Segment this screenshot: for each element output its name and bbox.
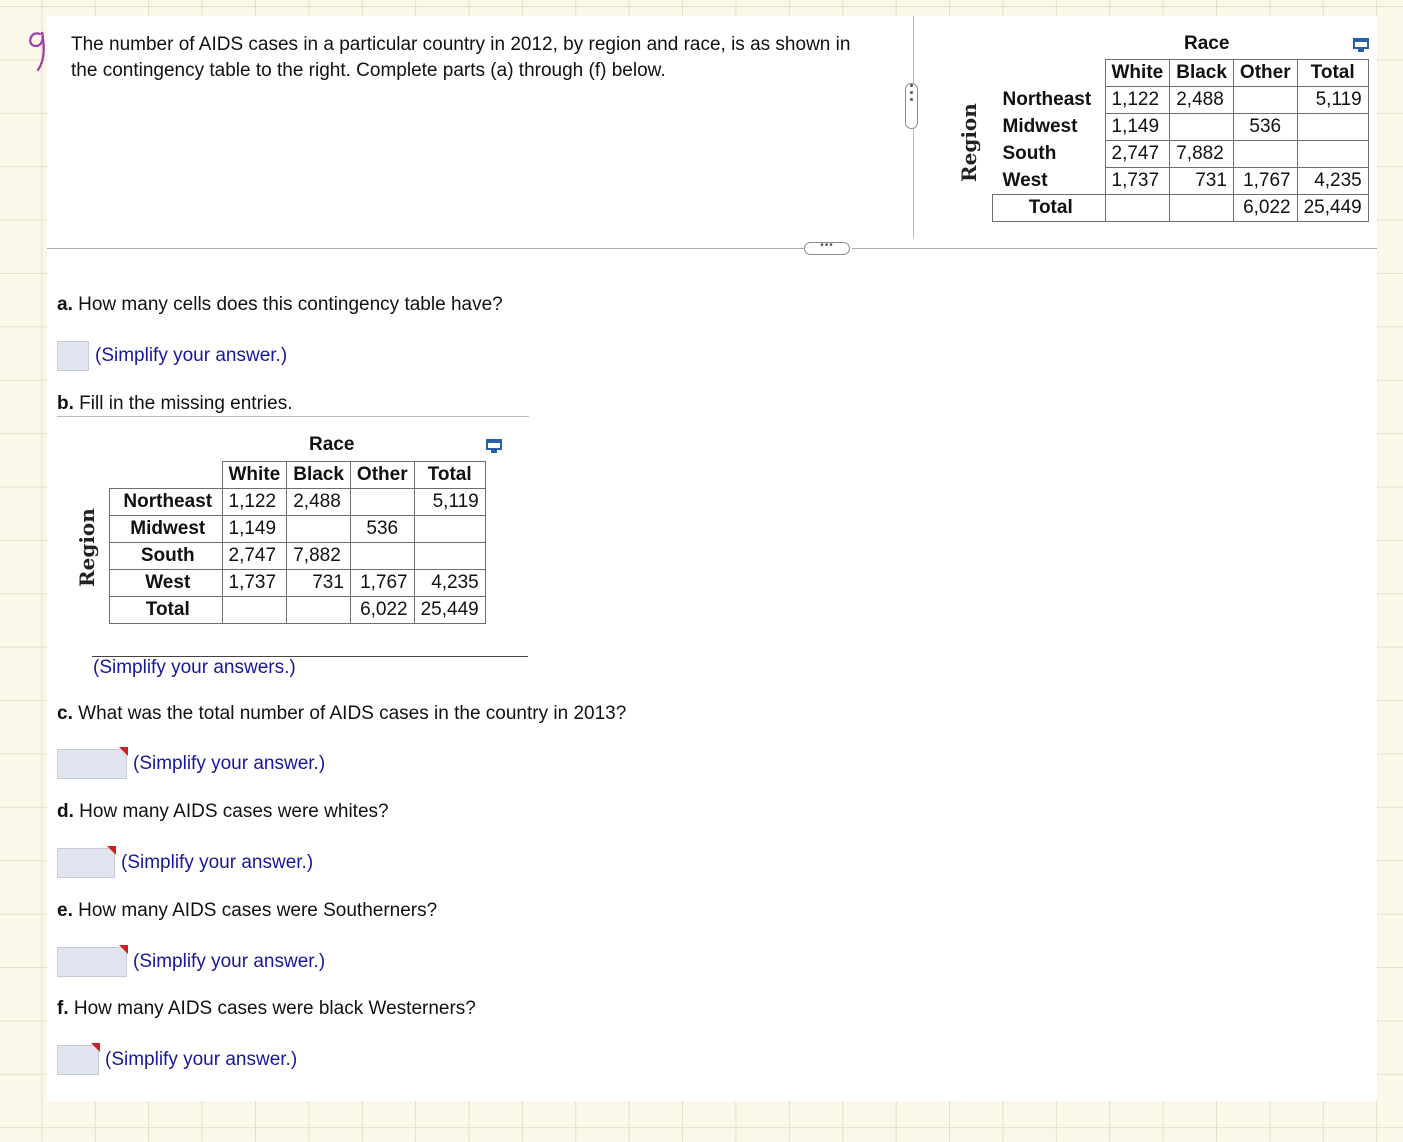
cell-input[interactable] <box>287 597 351 624</box>
answer-c-input[interactable] <box>57 749 127 779</box>
col-header-total: Total <box>414 462 485 489</box>
cell <box>1105 195 1170 222</box>
cell: 7,882 <box>287 543 351 570</box>
question-sheet <box>47 16 1377 1101</box>
answer-c-row <box>57 749 325 779</box>
cell: 1,767 <box>350 570 414 597</box>
cell: 1,122 <box>222 489 287 516</box>
cell: 1,122 <box>1105 87 1170 114</box>
question-d: d. How many AIDS cases were whites? <box>57 801 389 822</box>
table-row <box>993 195 1369 222</box>
incorrect-flag-icon <box>119 747 128 756</box>
row-header: Midwest <box>1002 116 1078 137</box>
table-row <box>110 489 486 516</box>
region-axis-label-b: Region <box>75 508 99 587</box>
col-header-black: Black <box>287 462 351 489</box>
cell-input[interactable] <box>350 489 414 516</box>
cell: 731 <box>287 570 351 597</box>
table-row <box>993 168 1369 195</box>
row-header: Northeast <box>110 489 223 516</box>
cell: 6,022 <box>1233 195 1297 222</box>
popout-icon[interactable] <box>1352 36 1370 54</box>
question-e-text: How many AIDS cases were Southerners? <box>78 900 438 921</box>
hint-f: (Simplify your answer.) <box>105 1049 298 1071</box>
row-header: West <box>110 570 223 597</box>
cell <box>1297 141 1368 168</box>
cell: 2,488 <box>287 489 351 516</box>
cell: 4,235 <box>1297 168 1368 195</box>
reference-contingency-table <box>992 59 1369 222</box>
cell-input[interactable] <box>414 543 485 570</box>
cell: 536 <box>350 516 414 543</box>
table-row <box>993 87 1369 114</box>
incorrect-flag-icon <box>107 846 116 855</box>
cell: 5,119 <box>1297 87 1368 114</box>
question-c-text: What was the total number of AIDS cases in the country in 2013? <box>78 703 627 724</box>
cell: 1,767 <box>1233 168 1297 195</box>
horizontal-resize-handle[interactable]: ••• <box>804 242 850 255</box>
divider-b <box>57 416 529 417</box>
cell <box>1297 114 1368 141</box>
answer-e-row <box>57 947 325 977</box>
cell <box>1233 141 1297 168</box>
hint-d: (Simplify your answer.) <box>121 852 314 874</box>
table-row <box>110 597 486 624</box>
question-c: c. What was the total number of AIDS cases in the country in 2013? <box>57 703 627 724</box>
question-e: e. How many AIDS cases were Southerners? <box>57 900 438 921</box>
question-f-text: How many AIDS cases were black Westerners? <box>73 998 476 1019</box>
answer-e-input[interactable] <box>57 947 127 977</box>
race-header: Race <box>1184 33 1230 54</box>
answer-a-input[interactable] <box>57 341 89 371</box>
col-header-other: Other <box>1233 60 1297 87</box>
table-row <box>110 543 486 570</box>
question-b-text: Fill in the missing entries. <box>79 393 293 414</box>
col-header-other: Other <box>350 462 414 489</box>
row-header: Total <box>993 195 1106 222</box>
cell <box>1233 87 1297 114</box>
vertical-resize-handle[interactable] <box>905 83 918 129</box>
table-row <box>993 141 1369 168</box>
popout-icon[interactable] <box>485 437 503 455</box>
race-header-b: Race <box>309 434 355 455</box>
row-header: South <box>1002 143 1057 164</box>
answer-d-input[interactable] <box>57 848 115 878</box>
col-header-black: Black <box>1170 60 1234 87</box>
cell-input[interactable] <box>414 516 485 543</box>
row-header: Northeast <box>1002 89 1092 110</box>
cell: 731 <box>1170 168 1234 195</box>
row-header: West <box>1002 169 1048 191</box>
answer-d-row <box>57 848 313 878</box>
answer-f-input[interactable] <box>57 1045 99 1075</box>
cell: 6,022 <box>350 597 414 624</box>
question-b: b. Fill in the missing entries. <box>57 393 293 414</box>
cell: 2,488 <box>1170 87 1234 114</box>
section-divider-right <box>852 248 1377 249</box>
table-row <box>993 114 1369 141</box>
cell <box>1170 195 1234 222</box>
incorrect-flag-icon <box>119 945 128 954</box>
hint-e: (Simplify your answer.) <box>133 951 326 973</box>
question-a: a. How many cells does this contingency table have? <box>57 294 503 315</box>
row-header: Midwest <box>110 516 223 543</box>
hint-b: (Simplify your answers.) <box>93 657 296 678</box>
cell <box>1170 114 1234 141</box>
cell-input[interactable] <box>350 543 414 570</box>
fill-in-contingency-table <box>109 461 486 624</box>
cell: 25,449 <box>414 597 485 624</box>
cell-input[interactable] <box>222 597 287 624</box>
question-f: f. How many AIDS cases were black Westerners? <box>57 998 476 1019</box>
cell: 4,235 <box>414 570 485 597</box>
cell: 5,119 <box>414 489 485 516</box>
incorrect-flag-icon <box>91 1043 100 1052</box>
cell-input[interactable] <box>287 516 351 543</box>
question-d-text: How many AIDS cases were whites? <box>79 801 389 822</box>
col-header-total: Total <box>1297 60 1368 87</box>
row-header: Total <box>110 597 223 624</box>
row-header: South <box>110 543 223 570</box>
cell: 2,747 <box>222 543 287 570</box>
section-divider <box>47 248 807 249</box>
cell: 1,149 <box>222 516 287 543</box>
cell: 2,747 <box>1105 141 1170 168</box>
col-header-white: White <box>1105 60 1170 87</box>
problem-statement: The number of AIDS cases in a particular country in 2012, by region and race, is as shown in the contingency table to the right. Complete parts (a) through (f) below. <box>71 34 851 81</box>
answer-a-row <box>57 341 287 371</box>
cell: 1,149 <box>1105 114 1170 141</box>
question-a-text: How many cells does this contingency table have? <box>78 294 503 315</box>
cell: 1,737 <box>222 570 287 597</box>
hint-a: (Simplify your answer.) <box>95 345 288 367</box>
table-row <box>110 570 486 597</box>
cell: 25,449 <box>1297 195 1368 222</box>
table-row <box>110 516 486 543</box>
region-axis-label: Region <box>957 103 981 182</box>
col-header-white: White <box>222 462 287 489</box>
cell: 1,737 <box>1105 168 1170 195</box>
hint-c: (Simplify your answer.) <box>133 753 326 775</box>
cell: 7,882 <box>1170 141 1234 168</box>
answer-f-row <box>57 1045 297 1075</box>
cell: 536 <box>1233 114 1297 141</box>
